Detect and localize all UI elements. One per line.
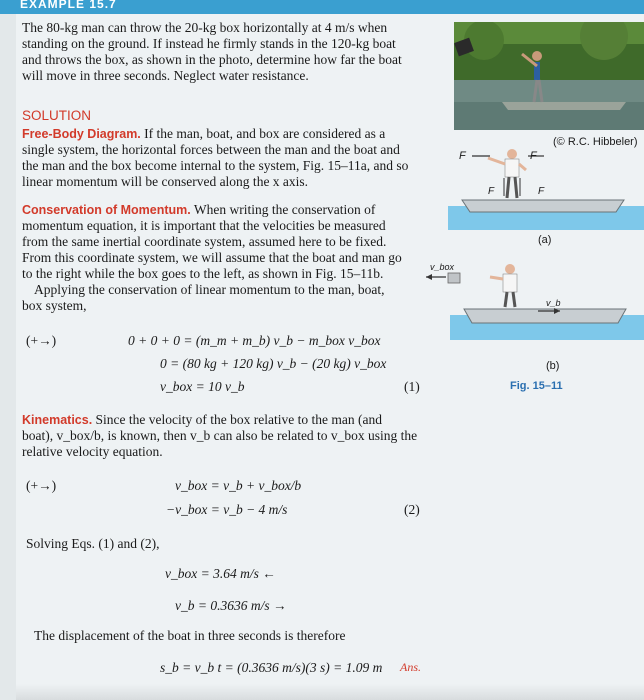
fig-a-diagram	[448, 140, 644, 230]
cons-line-5: to the right while the box goes to the left, as shown in Fig. 15–11b.	[22, 266, 384, 281]
fbd-line-3: the man and the box become internal to the system, Fig. 15–11a, and so	[22, 158, 409, 173]
cons-line-2: momentum equation, it is important that the velocities be measured	[22, 218, 386, 233]
fbd-first: If the man, boat, and box are considered as a	[144, 126, 386, 141]
banner-text: EXAMPLE 15.7	[20, 0, 117, 11]
kin-first: Since the velocity of the box relative to the man (and	[95, 412, 382, 427]
momentum-eq-2: 0 = (80 kg + 120 kg) v_b − (20 kg) v_box	[160, 356, 387, 371]
force-label-foot-right: F	[538, 186, 545, 197]
displacement-eq: s_b = v_b t = (0.3636 m/s)(3 s) = 1.09 m	[160, 660, 383, 675]
chapter-banner	[0, 0, 644, 14]
fig-b-vbox-label: v_box	[430, 262, 455, 272]
photo-svg	[454, 22, 644, 130]
kin-first-line	[22, 412, 382, 429]
cons-line-3: from the same inertial coordinate system, assumed here to be fixed.	[22, 234, 387, 249]
cons-first: When writing the conservation of	[193, 202, 376, 217]
solving-text: Solving Eqs. (1) and (2),	[26, 536, 160, 551]
fbd-line-2: single system, the horizontal forces between the man and the boat and	[22, 142, 400, 157]
figure-caption: Fig. 15–11	[510, 380, 563, 392]
problem-line-2: standing on the ground. If instead he firmly stands in the 120-kg boat	[22, 36, 396, 51]
solution-title: SOLUTION	[22, 108, 92, 123]
problem-line-3: and throws the box, as shown in the photo, determine how far the boat	[22, 52, 402, 67]
fig-b-vb-label: v_b	[546, 298, 561, 308]
answer-vb: v_b = 0.3636 m/s →	[175, 598, 287, 613]
ans-label: Ans.	[400, 660, 421, 674]
cons-line-6: Applying the conservation of linear momentum to the man, boat,	[34, 282, 385, 297]
fig-part-a: (a)	[538, 234, 552, 246]
fbd-first-line	[22, 126, 385, 143]
kin-line-3: relative velocity equation.	[22, 444, 163, 459]
displacement-text: The displacement of the boat in three seconds is therefore	[34, 628, 346, 643]
left-margin	[0, 14, 16, 700]
problem-line-1: The 80-kg man can throw the 20-kg box horizontally at 4 m/s when	[22, 20, 388, 35]
eq-number-2: (2)	[404, 502, 420, 517]
fig-part-b: (b)	[546, 360, 560, 372]
force-label-foot-left: F	[488, 186, 495, 197]
problem-line-4: will move in three seconds. Neglect water resistance.	[22, 68, 309, 83]
sign-convention-1: (+→)	[26, 333, 57, 348]
momentum-eq-1: 0 + 0 + 0 = (m_m + m_b) v_b − m_box v_box	[128, 333, 381, 348]
eq-number-1: (1)	[404, 379, 420, 394]
force-label-right: F	[530, 150, 537, 162]
kinematics-eq-1: v_box = v_b + v_box/b	[175, 478, 302, 493]
kin-heading: Kinematics.	[22, 413, 93, 427]
cons-line-7: box system,	[22, 298, 87, 313]
photo-credit: (© R.C. Hibbeler)	[553, 136, 638, 148]
answer-vbox: v_box = 3.64 m/s ←	[165, 566, 276, 581]
kin-line-2: boat), v_box/b, is known, then v_b can also be related to v_box using the	[22, 428, 418, 443]
fbd-heading: Free-Body Diagram.	[22, 127, 141, 141]
force-label-left: F	[459, 150, 466, 162]
sign-convention-2: (+→)	[26, 478, 57, 493]
page-bottom-fade	[16, 684, 644, 700]
kinematics-eq-2: −v_box = v_b − 4 m/s	[166, 502, 288, 517]
cons-first-line	[22, 202, 375, 219]
cons-heading: Conservation of Momentum.	[22, 203, 191, 217]
momentum-eq-3: v_box = 10 v_b	[160, 379, 245, 394]
fbd-line-4: linear momentum will be conserved along the x axis.	[22, 174, 309, 189]
photo-man-throwing-box	[454, 22, 644, 130]
cons-line-4: From this coordinate system, we will assume that the boat and man go	[22, 250, 402, 265]
